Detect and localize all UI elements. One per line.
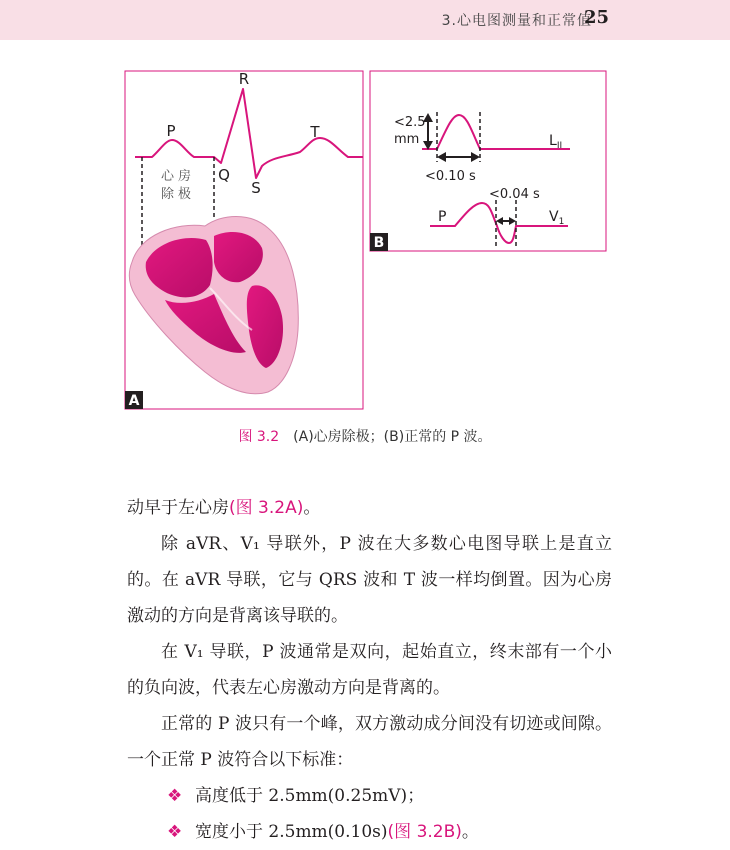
bullet-1-text: 高度低于 2.5mm(0.25mV)； bbox=[195, 786, 425, 806]
notch-label: <0.04 s bbox=[489, 187, 540, 202]
lead-ii-subscript: II bbox=[556, 141, 563, 151]
bullet-item-height bbox=[127, 778, 612, 814]
panel-b-frame bbox=[370, 71, 606, 251]
p-wave-label: P bbox=[166, 122, 176, 140]
height-label-line2: mm bbox=[394, 132, 420, 147]
page-number: 25 bbox=[583, 7, 609, 28]
paragraph-1 bbox=[127, 490, 612, 526]
figure-number: 图 3.2 bbox=[238, 429, 280, 445]
v1-p-label: P bbox=[438, 209, 447, 225]
paragraph-2: 除 aVR、V₁ 导联外，P 波在大多数心电图导联上是直立的。在 aVR 导联，它与 QRS 波和 T 波一样均倒置。因为心房激动的方向是背离该导联的。 bbox=[127, 534, 612, 626]
figure-ref-3-2b[interactable]: (图 3.2B) bbox=[387, 822, 462, 842]
lead-ii-letter: L bbox=[549, 133, 557, 149]
caption-text: (A)心房除极；(B)正常的 P 波。 bbox=[293, 429, 492, 445]
panel-b bbox=[370, 71, 606, 251]
figure-3-2 bbox=[0, 0, 730, 420]
lead-v1-subscript: 1 bbox=[558, 217, 565, 227]
lead-v1-letter: V bbox=[549, 209, 559, 225]
t-wave-label: T bbox=[310, 123, 320, 141]
height-label-line1: <2.5 bbox=[394, 115, 426, 130]
diamond-bullet-icon: ❖ bbox=[167, 822, 183, 842]
panel-a-label: A bbox=[128, 393, 140, 409]
s-wave-label: S bbox=[251, 179, 261, 197]
atrial-annotation-line1: 心房 bbox=[160, 169, 196, 184]
paragraph-1-end: 。 bbox=[303, 498, 321, 518]
body-text bbox=[127, 490, 612, 850]
paragraph-3: 在 V₁ 导联，P 波通常是双向，起始直立，终末部有一个小的负向波，代表左心房激动方向是背离的。 bbox=[127, 642, 612, 698]
figure-ref-3-2a[interactable]: (图 3.2A) bbox=[229, 498, 304, 518]
figure-caption bbox=[0, 426, 730, 446]
q-wave-label: Q bbox=[218, 166, 230, 184]
atrial-annotation-line2: 除极 bbox=[160, 187, 196, 202]
paragraph-1-text: 动早于左心房 bbox=[127, 498, 229, 518]
paragraph-4: 正常的 P 波只有一个峰，双方激动成分间没有切迹或间隙。一个正常 P 波符合以下标准： bbox=[127, 714, 612, 770]
width-label: <0.10 s bbox=[425, 169, 476, 184]
bullet-2-text bbox=[167, 822, 479, 842]
bullet-2-body: 宽度小于 2.5mm(0.10s) bbox=[195, 822, 388, 842]
r-wave-label: R bbox=[238, 70, 250, 88]
panel-b-label: B bbox=[373, 235, 385, 251]
running-header-title: 3.心电图测量和正常值 bbox=[441, 13, 592, 29]
bullet-2-end: 。 bbox=[461, 822, 479, 842]
panel-a bbox=[125, 70, 363, 409]
bullet-item-width bbox=[127, 814, 612, 850]
diamond-bullet-icon: ❖ bbox=[167, 786, 183, 806]
